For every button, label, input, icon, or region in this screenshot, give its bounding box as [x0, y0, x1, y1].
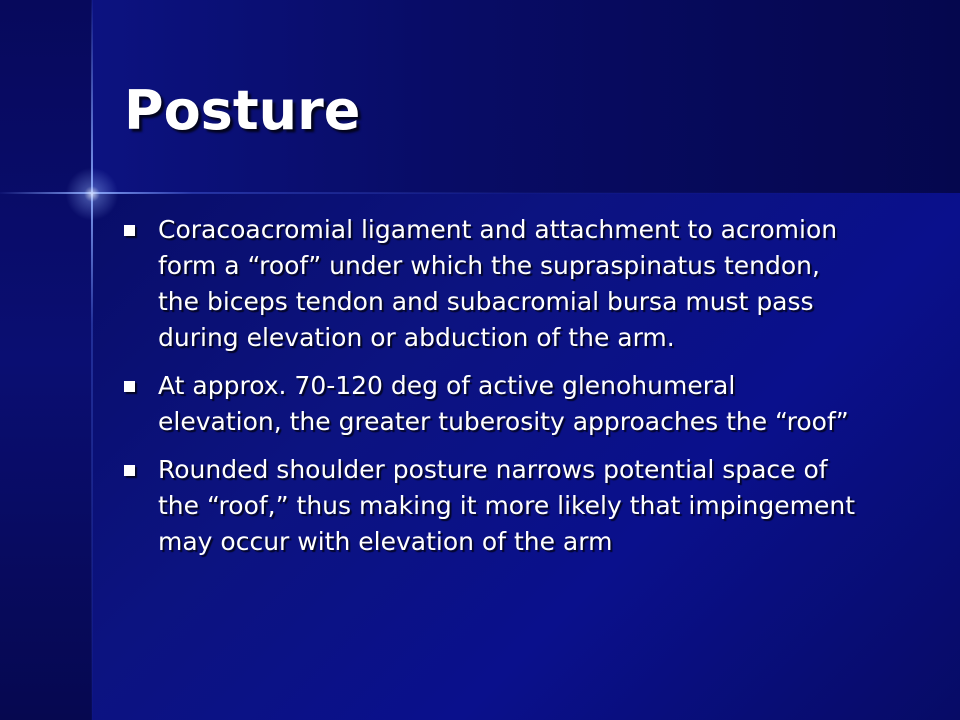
- bullet-item: [124, 368, 864, 440]
- bullet-text: Rounded shoulder posture narrows potential space of the “roof,” thus making it more likely that impingement may occur with elevation of the arm: [158, 455, 855, 556]
- square-bullet-icon: [124, 225, 135, 236]
- sparkle-glow: [61, 163, 123, 225]
- vertical-accent-line: [91, 0, 93, 720]
- bullet-list: [124, 212, 864, 572]
- square-bullet-icon: [124, 465, 135, 476]
- bullet-text: At approx. 70-120 deg of active glenohumeral elevation, the greater tuberosity approaches the “roof”: [158, 371, 849, 436]
- bullet-item: [124, 212, 864, 356]
- left-panel-decoration: [0, 0, 92, 720]
- bullet-text: Coracoacromial ligament and attachment to acromion form a “roof” under which the supraspinatus tendon, the biceps tendon and subacromial bursa must pass during elevation or abduction of the arm.: [158, 215, 838, 352]
- slide-title: Posture: [124, 79, 361, 142]
- bullet-item: [124, 452, 864, 560]
- square-bullet-icon: [124, 381, 135, 392]
- horizontal-accent-line: [0, 192, 960, 194]
